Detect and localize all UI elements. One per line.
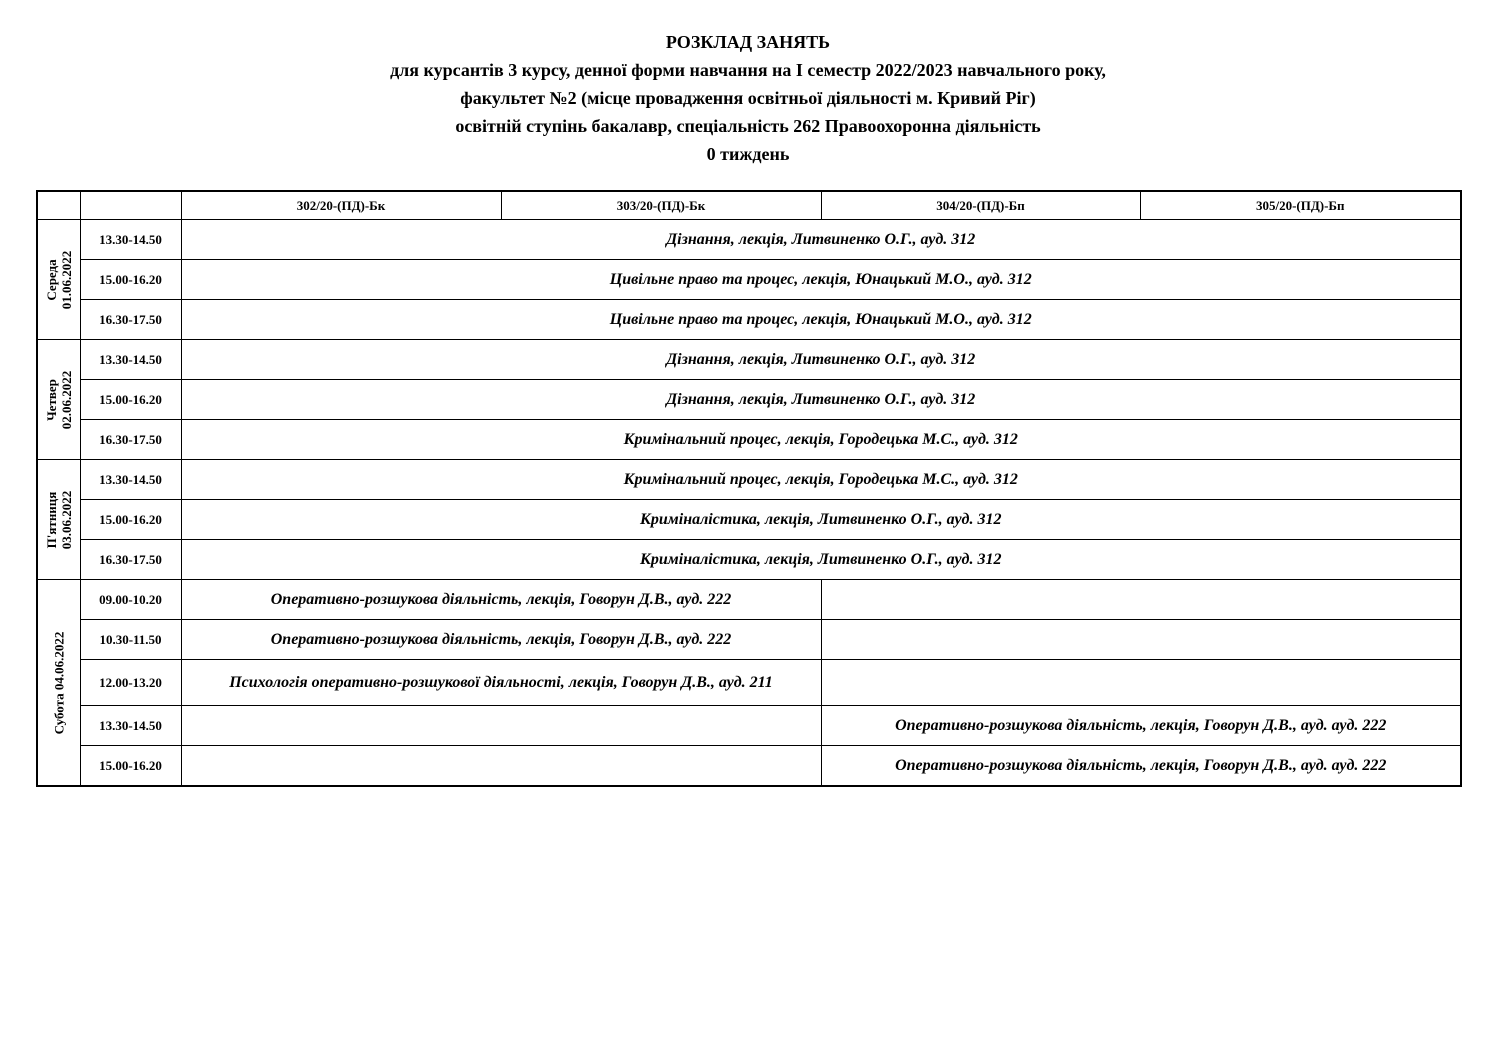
lesson-cell-left: Оперативно-розшукова діяльність, лекція, Говорун Д.В., ауд. 222 (181, 620, 821, 660)
lesson-cell: Цивільне право та процес, лекція, Юнацький М.О., ауд. 312 (181, 300, 1461, 340)
header-faculty: факультет №2 (місце провадження освітньої діяльності м. Кривий Ріг) (460, 88, 1036, 108)
day-cell (37, 460, 80, 580)
lesson-cell: Криміналістика, лекція, Литвиненко О.Г., ауд. 312 (181, 500, 1461, 540)
lesson-cell-right: Оперативно-розшукова діяльність, лекція, Говорун Д.В., ауд. ауд. 222 (821, 706, 1461, 746)
day-name: Четвер (43, 378, 59, 421)
lesson-cell-right (821, 580, 1461, 620)
lesson-cell: Криміналістика, лекція, Литвиненко О.Г., ауд. 312 (181, 540, 1461, 580)
time-slot: 13.30-14.50 (80, 460, 181, 500)
time-slot: 15.00-16.20 (80, 746, 181, 787)
time-slot: 15.00-16.20 (80, 260, 181, 300)
day-date: 01.06.2022 (58, 250, 74, 309)
lesson-cell-right (821, 620, 1461, 660)
time-slot: 15.00-16.20 (80, 380, 181, 420)
lesson-cell: Дізнання, лекція, Литвиненко О.Г., ауд. 312 (181, 380, 1461, 420)
group-header: 303/20-(ПД)-Бк (501, 191, 821, 220)
lesson-cell-left: Психологія оперативно-розшукової діяльності, лекція, Говорун Д.В., ауд. 211 (181, 660, 821, 706)
table-row (37, 580, 1461, 620)
header-day-cell (37, 191, 80, 220)
lesson-cell-left (181, 746, 821, 787)
lesson-cell-left: Оперативно-розшукова діяльність, лекція, Говорун Д.В., ауд. 222 (181, 580, 821, 620)
table-row (37, 300, 1461, 340)
lesson-cell-right (821, 660, 1461, 706)
document-title: РОЗКЛАД ЗАНЯТЬ (665, 32, 831, 52)
table-row (37, 620, 1461, 660)
table-row (37, 380, 1461, 420)
lesson-cell: Кримінальний процес, лекція, Городецька М.С., ауд. 312 (181, 420, 1461, 460)
day-date: 02.06.2022 (58, 370, 74, 429)
table-row (37, 340, 1461, 380)
group-header: 302/20-(ПД)-Бк (181, 191, 501, 220)
time-slot: 09.00-10.20 (80, 580, 181, 620)
time-slot: 13.30-14.50 (80, 220, 181, 260)
table-row (37, 500, 1461, 540)
day-cell (37, 340, 80, 460)
header-time-cell (80, 191, 181, 220)
time-slot: 16.30-17.50 (80, 420, 181, 460)
table-row (37, 260, 1461, 300)
table-row (37, 660, 1461, 706)
lesson-cell-left (181, 706, 821, 746)
table-header-row (37, 191, 1461, 220)
group-header: 305/20-(ПД)-Бп (1140, 191, 1461, 220)
time-slot: 12.00-13.20 (80, 660, 181, 706)
schedule-table (36, 190, 1462, 787)
table-row (37, 420, 1461, 460)
header-audience: для курсантів 3 курсу, денної форми навчання на І семестр 2022/2023 навчального року, (390, 60, 1106, 80)
day-name: Середа (43, 258, 59, 301)
lesson-cell: Дізнання, лекція, Литвиненко О.Г., ауд. 312 (181, 220, 1461, 260)
lesson-cell: Кримінальний процес, лекція, Городецька М.С., ауд. 312 (181, 460, 1461, 500)
day-label (44, 490, 74, 549)
header-week: 0 тиждень (706, 144, 790, 164)
day-date: 03.06.2022 (58, 490, 74, 549)
table-row (37, 460, 1461, 500)
day-label (44, 370, 74, 429)
lesson-cell-right: Оперативно-розшукова діяльність, лекція, Говорун Д.В., ауд. ауд. 222 (821, 746, 1461, 787)
time-slot: 15.00-16.20 (80, 500, 181, 540)
time-slot: 10.30-11.50 (80, 620, 181, 660)
time-slot: 16.30-17.50 (80, 300, 181, 340)
table-row (37, 540, 1461, 580)
day-name: Субота 04.06.2022 (51, 631, 67, 734)
day-label (44, 250, 74, 309)
lesson-cell: Цивільне право та процес, лекція, Юнацький М.О., ауд. 312 (181, 260, 1461, 300)
day-label (51, 631, 66, 734)
lesson-cell: Дізнання, лекція, Литвиненко О.Г., ауд. 312 (181, 340, 1461, 380)
day-name: П'ятниця (43, 491, 59, 548)
time-slot: 13.30-14.50 (80, 706, 181, 746)
time-slot: 13.30-14.50 (80, 340, 181, 380)
time-slot: 16.30-17.50 (80, 540, 181, 580)
day-cell (37, 580, 80, 787)
table-row (37, 220, 1461, 260)
day-cell (37, 220, 80, 340)
group-header: 304/20-(ПД)-Бп (821, 191, 1140, 220)
document-header (0, 28, 1496, 168)
header-specialty: освітній ступінь бакалавр, спеціальність 262 Правоохоронна діяльність (455, 116, 1041, 136)
table-row (37, 706, 1461, 746)
table-row (37, 746, 1461, 787)
